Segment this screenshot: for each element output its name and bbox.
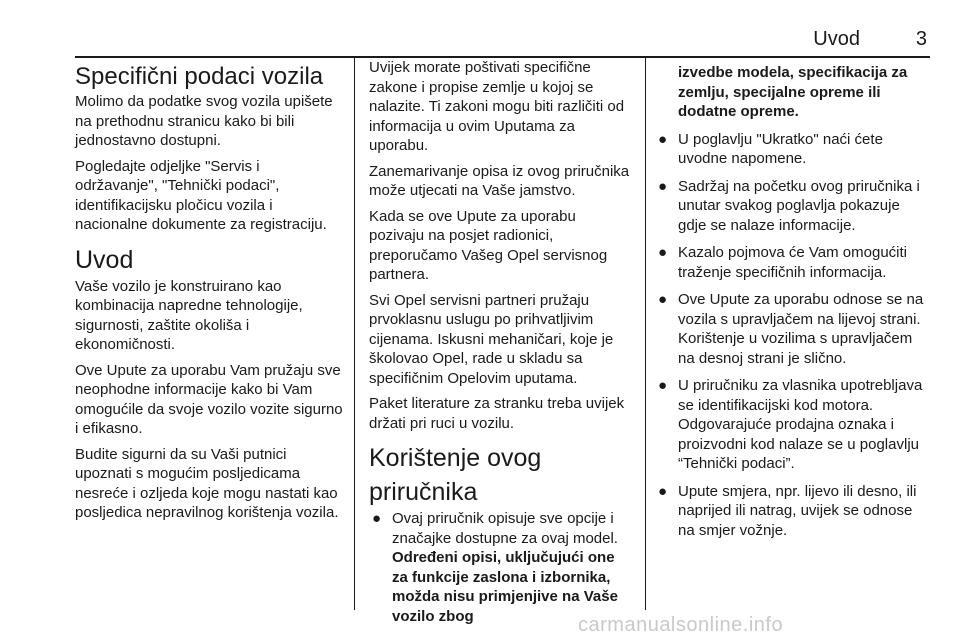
list-item-text: Ovaj priručnik opisuje sve opcije i značajke dostupne za ovaj model. [392, 510, 618, 547]
bullet-icon: ● [658, 244, 668, 261]
list-item-text: Ove Upute za uporabu odnose se na vozila s upravljačem na lijevoj strani. Korištenje u vozilima s upravljačem na desnoj strani je slično. [678, 291, 924, 367]
bullet-list [369, 509, 634, 626]
bullet-icon: ● [658, 177, 668, 195]
paragraph: Molimo da podatke svog vozila upišete na prethodnu stranicu kako bi bili jednostavno dostupni. [75, 93, 333, 149]
bullet-icon: ● [372, 510, 382, 527]
bullet-icon: ● [658, 291, 668, 308]
bullet-icon: ● [658, 482, 668, 500]
watermark: carmanualsonline.info [578, 614, 784, 636]
bullet-icon: ● [658, 130, 668, 148]
list-item-text: U priručniku za vlasnika upotrebljava se identifikacijski kod motora. Odgovarajuće prodajna oznaka i proizvodni kod nalaze se u poglavlju “Tehnički podaci”. [678, 377, 923, 472]
paragraph: Vaše vozilo je konstruirano kao kombinacija napredne tehnologije, sigurnosti, zaštite okoliša i ekonomičnosti. [75, 277, 303, 353]
column-3 [655, 63, 930, 548]
list-item-bold-text: izvedbe modela, specifikacija za zemlju, specijalne opreme ili dodatne opreme. [678, 64, 908, 120]
list-item [655, 130, 930, 169]
paragraph: Paket literature za stranku treba uvijek držati pri ruci u vozilu. [369, 395, 625, 432]
bullet-icon: ● [658, 377, 668, 394]
heading-using-manual: Korištenje ovog priručnika [369, 444, 542, 506]
paragraph: Zanemarivanje opisa iz ovog priručnika može utjecati na Vaše jamstvo. [369, 162, 630, 199]
page-number: 3 [915, 28, 927, 50]
paragraph: Budite sigurni da su Vaši putnici upoznati s mogućim posljedicama nesreće i ozljeda koje mogu nastati kao posljedica nepravilnog korištenja vozila. [75, 445, 339, 521]
chapter-title: Uvod [813, 28, 860, 50]
list-item-bold-text: Određeni opisi, uključujući one za funkcije zaslona i izbornika, možda nisu primjenjive na Vaše vozilo zbog [392, 549, 618, 625]
list-item-continued [655, 63, 930, 122]
column-divider-1 [354, 58, 355, 610]
heading-vehicle-data: Specifični podaci vozila [75, 63, 324, 90]
list-item-text: Kazalo pojmova će Vam omogućiti traženje specifičnih informacija. [678, 244, 907, 281]
list-item [655, 177, 930, 236]
list-item [369, 509, 634, 626]
heading-introduction: Uvod [75, 245, 134, 274]
list-item-text: U poglavlju "Ukratko" naći ćete uvodne napomene. [678, 130, 883, 167]
paragraph: Uvijek morate poštivati specifične zakone i propise zemlje u kojoj se nalazite. Ti zakoni mogu biti različiti od informacija u ovim Uputama za uporabu. [369, 59, 625, 154]
list-item-text: Sadržaj na početku ovog priručnika i unutar svakog poglavlja pokazuje gdje se nalaze informacije. [678, 177, 920, 234]
column-divider-2 [645, 58, 646, 610]
list-item [655, 290, 930, 368]
list-item-text: Upute smjera, npr. lijevo ili desno, ili naprijed ili natrag, uvijek se odnose na smjer vožnje. [678, 482, 917, 539]
page-header [75, 28, 930, 52]
bullet-list [655, 63, 930, 540]
paragraph: Ove Upute za uporabu Vam pružaju sve neophodne informacije kako bi Vam omogućile da svoje vozilo vozite sigurno i efikasno. [75, 361, 343, 437]
list-item [655, 376, 930, 474]
paragraph: Pogledajte odjeljke "Servis i održavanje", "Tehnički podaci", identifikacijsku pločicu vozila i nacionalne dokumente za registraciju. [75, 157, 327, 233]
paragraph: Svi Opel servisni partneri pružaju prvoklasnu uslugu po prihvatljivim cijenama. Iskusni mehaničari, koje je školovao Opel, rade u skladu sa specifičnim Opelovim uputama. [369, 291, 614, 387]
column-1 [75, 58, 345, 529]
paragraph: Kada se ove Upute za uporabu pozivaju na posjet radionici, preporučamo Vašeg Opel servisnog partnera. [369, 207, 608, 283]
list-item [655, 482, 930, 541]
column-2 [369, 58, 634, 634]
list-item [655, 243, 930, 282]
